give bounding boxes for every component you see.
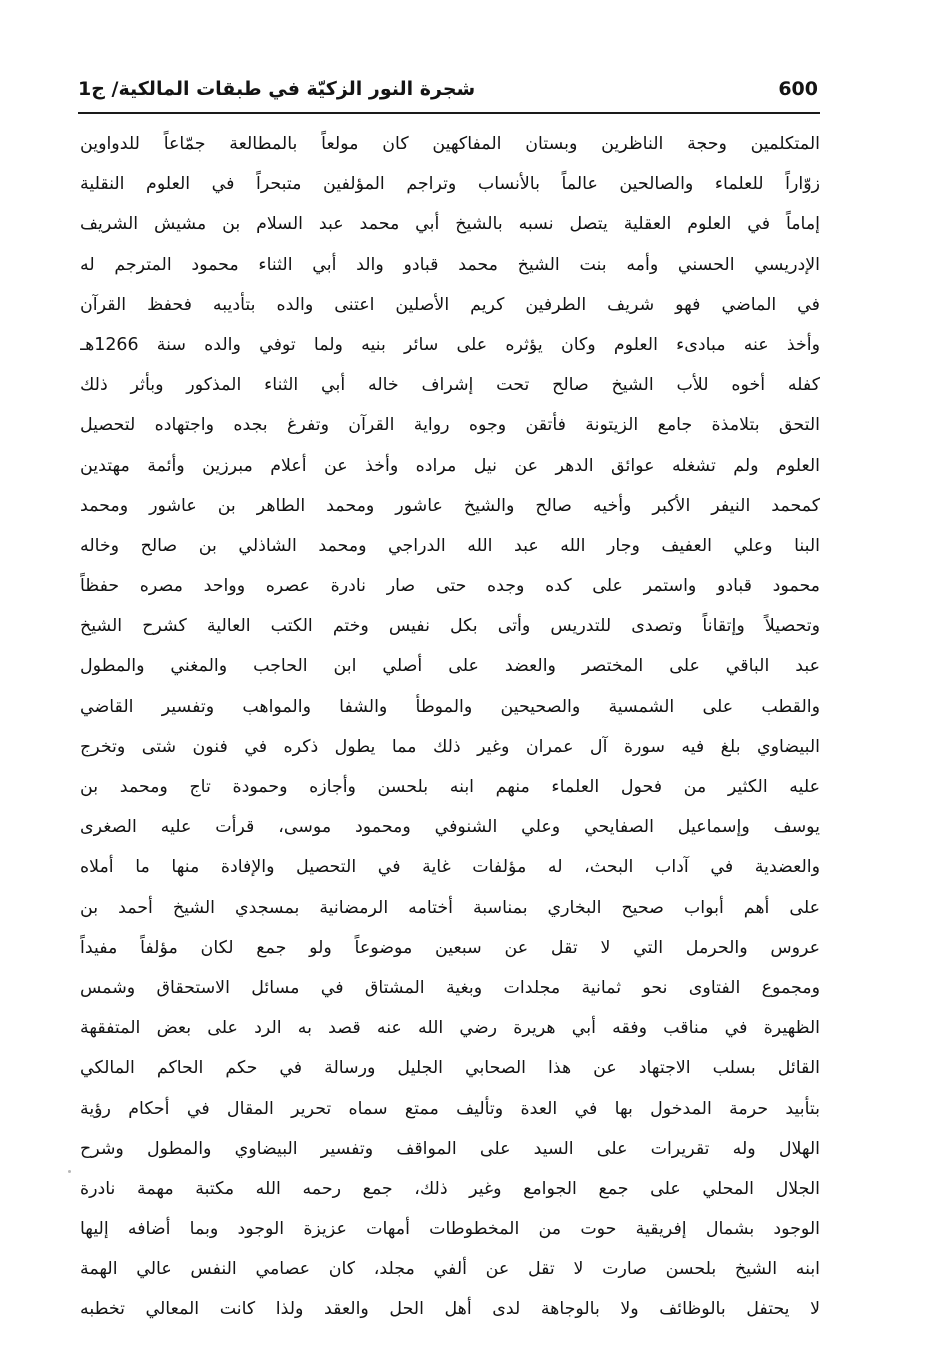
text-line: إماماً في العلوم العقلية يتصل نسبه بالشيخ أبي محمد عبد السلام بن مشيش الشريف bbox=[80, 214, 820, 235]
text-line: الوجود بشمال إفريقية حوت من المخطوطات أمهات عزيزة الوجود وبما أضافه إليها bbox=[80, 1219, 820, 1240]
text-line: التحق بتلامذة جامع الزيتونة فأتقن وجوه رواية القرآن وتفرغ بجده واجتهاده لتحصيل bbox=[80, 415, 820, 436]
text-line: والقطب على الشمسية والصحيحين والموطأ والشفا والمواهب وتفسير القاضي bbox=[80, 696, 820, 717]
text-line: لا يحتفل بالوظائف ولا بالوجاهة لدى أهل الحل والعقد ولذا كانت المعالي تخطبه bbox=[80, 1299, 820, 1320]
text-line: محمود قبادو واستمر على كده وجده حتى صار نادرة عصره وواحد مصره حفظاً bbox=[80, 576, 820, 597]
text-line: زوّاراً للعلماء والصالحين عالماً بالأنساب وتراجم المؤلفين متبحراً في العلوم النقلية bbox=[80, 174, 820, 195]
text-line: وتحصيلاً وإتقاناً وتصدى للتدريس وأتى بكل نفيس وختم الكتب العالية كشرح الشيخ bbox=[80, 616, 820, 637]
text-line: عبد الباقي على المختصر والعضد على أصلي ابن الحاجب والمغني والمطول bbox=[80, 656, 820, 677]
page-header bbox=[78, 74, 818, 110]
scan-speck bbox=[68, 1170, 71, 1173]
text-line: عروس والحرمل التي لا تقل عن سبعين موضوعاً ولو جمع لكان مؤلفاً مفيداً bbox=[80, 937, 820, 958]
text-line: الإدريسي الحسني وأمه بنت الشيخ محمد قبادو والد أبي الثناء محمود المترجم له bbox=[80, 254, 820, 275]
text-line: عليه الكثير من فحول العلماء منهم ابنه بلحسن وأجازه وحمودة تاج ومحمد بن bbox=[80, 777, 820, 797]
text-line: كمحمد النيفر الأكبر وأخيه صالح والشيخ عاشور ومحمد الطاهر بن عاشور ومحمد bbox=[80, 495, 820, 516]
text-line: في الماضي فهو شريف الطرفين كريم الأصلين اعتنى والده بتأديبه فحفظ القرآن bbox=[80, 294, 820, 315]
running-title: شجرة النور الزكيّة في طبقات المالكية/ ج1 bbox=[78, 78, 476, 100]
text-line: الهلال وله تقريرات على السيد على المواقف وتفسير البيضاوي والمطول وشرح bbox=[80, 1138, 820, 1159]
text-line: ومجموع الفتاوى نحو ثمانية مجلدات وبغية المشتاق في مسائل الاستحقاق وشمس bbox=[80, 977, 820, 998]
page-number: 600 bbox=[778, 78, 818, 100]
text-line: القائل بسلب الاجتهاد عن هذا الصحابي الجليل ورسالة في حكم الحاكم المالكي bbox=[80, 1058, 820, 1079]
text-line: بتأبيد حرمة المدخول بها في العدة وتأليف ممتع سماه تحرير المقال في أحكام رؤية bbox=[80, 1098, 820, 1119]
text-line: البنا وعلي العفيف وجار الله عبد الله الدراجي ومحمد الشاذلي بن صالح وخاله bbox=[80, 535, 820, 556]
text-line: الظهيرة في مناقب وفقه أبي هريرة رضي الله عنه قصد به الرد على بعض المتفقهة bbox=[80, 1018, 820, 1039]
text-line: ابنه الشيخ بلحسن صارت لا تقل عن ألفي مجلد، كان عصامي النفس عالي الهمة bbox=[80, 1259, 820, 1280]
text-line: المتكلمين وحجة الناظرين وبستان المفاكهين كان مولعاً بالمطالعة جمّاعاً للدواوين bbox=[80, 134, 820, 154]
body-text bbox=[80, 124, 820, 1330]
text-line: وأخذ عنه مبادىء العلوم وكان يؤثره على سائر بنيه ولما توفي والده سنة 1266هـ bbox=[80, 334, 820, 355]
text-line: العلوم ولم تشغله عوائق الدهر عن نيل مراده وأخذ عن أعلام مبرزين وأئمة مهتدين bbox=[80, 455, 820, 476]
header-divider bbox=[78, 112, 820, 114]
text-line: البيضاوي بلغ فيه سورة آل عمران وغير ذلك مما يطول ذكره في فنون شتى وتخرج bbox=[80, 736, 820, 757]
text-line: يوسف وإسماعيل الصفايحي وعلي الشنوفي ومحمود موسى، قرأت عليه الصغرى bbox=[80, 817, 820, 838]
text-line: والعضدية في آداب البحث، له مؤلفات غاية في التحصيل والإفادة منها ما أملاه bbox=[80, 857, 820, 878]
text-line: الجلال المحلي على جمع الجوامع وغير ذلك، جمع رحمه الله مكتبة مهمة نادرة bbox=[80, 1178, 820, 1199]
text-line: على أهم أبواب صحيح البخاري بمناسبة أختامه الرمضانية بمسجدي الشيخ أحمد بن bbox=[80, 897, 820, 918]
text-line: كفله أخوه للأب الشيخ صالح تحت إشراف خاله أبي الثناء المذكور وبأثر ذلك bbox=[80, 375, 820, 396]
